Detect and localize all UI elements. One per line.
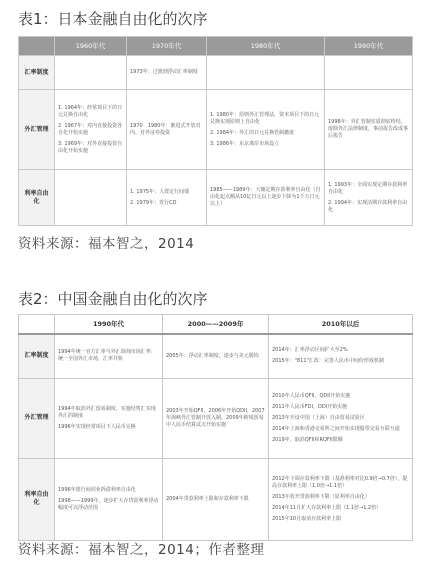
table2-cell-text: 2012年下调存款利率下限（基准利率对比0.9倍→0.7倍），提高存款利率上限（1.0倍→1.1倍） (272, 475, 408, 489)
table1-cell-text: 1998年：外汇管制实质彻底终结，废除外汇法律制度，事前报告改成事后报告 (328, 119, 409, 139)
table2-cell-text: 2014年11月扩大存款利率上限（1.1倍→1.2倍） (272, 504, 382, 511)
table2-cell (163, 334, 269, 378)
table2-cell-text: 1994年统一官方汇率与外汇调剂市场汇率：统一全国外汇市场，汇率并轨 (58, 349, 156, 363)
table1-header-1980s: 1980年代 (207, 37, 325, 56)
table1-cell (55, 56, 127, 90)
table2-cell-text: 2014年上海和香港交易所之间开始实现股票交易互联互通 (272, 425, 400, 432)
table2-cell-text: 2014年：汇率浮动区间扩大至2% (272, 347, 348, 354)
table2-cell-text: 2005年：浮动汇率制度，逐步与美元脱钩 (166, 352, 259, 359)
table1-row-label: 利率自由化 (19, 170, 55, 226)
table1-cell-text: 3. 1969年：对外直接投资自由化开始实施 (58, 140, 123, 154)
table1-cell (325, 170, 413, 226)
table2-cell (55, 378, 163, 458)
table1-cell (207, 90, 325, 170)
table2-header-corner (19, 315, 55, 335)
table2-header-2010s: 2010年以后 (269, 315, 413, 335)
table1-cell (207, 170, 325, 226)
table1-header-1990s: 1990年代 (325, 37, 413, 56)
table2-cell-text: 2004年贷款利率上限和存款利率下限 (166, 495, 249, 502)
table2-cell-text: 2011年人民币FDI，ODI开始实施 (272, 403, 348, 410)
table1-cell (127, 170, 207, 226)
table1-cell-text: 2. 1967年：对内直接投资各自化开始实施 (58, 122, 123, 136)
table1-cell-text: 1. 1993年：全面实现定期存款利率自由化 (328, 181, 408, 195)
table1-cell (127, 56, 207, 90)
table1-cell (55, 90, 127, 170)
table2 (18, 314, 413, 541)
table2-row (19, 378, 413, 458)
table2-cell-text: 2015年10月取消存款利率上限 (272, 515, 342, 522)
table1-cell-text: 1. 1964年：经常项目下的日元兑换自由化 (58, 104, 123, 118)
table1-cell-text: 2. 1979年：发行CD (130, 199, 177, 206)
table1-cell-text: 1973年：过渡到浮动汇率制度 (130, 69, 198, 75)
table1-row (19, 56, 413, 90)
table2-cell-text: 2010年人民币QFII，QDII开始实施 (272, 392, 351, 399)
table1-cell-text: 1. 1975年：人置定行间债 (130, 188, 190, 195)
table1-cell-text: 1. 1980年：原则外汇管理法，资本项目下的日元兑换实现原则上自由化 (210, 111, 320, 125)
table1-row-label: 外汇管理 (19, 90, 55, 170)
table2-row-label: 利率自由化 (19, 458, 55, 540)
table1-header-corner (19, 37, 55, 56)
table2-cell-text: 1998——1999年，逐步扩大存贷款利率浮动幅度可以浮动范围 (58, 497, 159, 511)
table1-cell (207, 56, 325, 90)
table2-cell-text: 2003年开始QFII，2006年开始QDII，2007年海峡外汇管制开放入制，2009年跨境贸易中人民币结算试点开始实施 (166, 407, 265, 428)
table1-cell-text: 3. 1986年：东京离岸市场设立 (210, 140, 280, 147)
table1-row-label: 汇率制度 (19, 56, 55, 90)
table1-cell (127, 90, 207, 170)
table2-cell (55, 334, 163, 378)
table2-cell-text: 1994年取消外汇留成制度，实施结售汇实现外汇的制度 (58, 405, 156, 419)
table1-cell (325, 90, 413, 170)
table2-cell-text: 1996年银行间同业拆借利率自由化 (58, 486, 136, 493)
table1-cell-text: 2. 1994年：实现活期存款利率自由化 (328, 199, 408, 213)
table2-cell (269, 458, 413, 540)
table2-cell (269, 378, 413, 458)
table1-cell-text: 2. 1984年：外汇的日元兑换管制撤废 (210, 129, 295, 136)
table2-header-row (19, 315, 413, 335)
table1-cell-text: 1985——1989年：大额定期存款利率自由化（自由化起点额从10亿日元以上逐步下降为1千万日元以上） (210, 187, 321, 207)
table1-source: 资料来源：福本智之，2014 (18, 236, 195, 252)
table2-cell (269, 334, 413, 378)
table2-source: 资料来源：福本智之，2014；作者整理 (18, 542, 265, 558)
table1-header-row (19, 37, 413, 56)
table2-cell (163, 378, 269, 458)
table1-row (19, 90, 413, 170)
table2-title: 表2：中国金融自由化的次序 (18, 290, 208, 308)
table1 (18, 36, 413, 226)
table2-header-2000s: 2000——2009年 (163, 315, 269, 335)
table2-cell-text: 1996年实现经常项目下人民币兑换 (58, 423, 136, 430)
table2-row-label: 汇率制度 (19, 334, 55, 378)
table2-row-label: 外汇管理 (19, 378, 55, 458)
table2-cell (163, 458, 269, 540)
table1-header-1960s: 1960年代 (55, 37, 127, 56)
table2-cell-text: 2013年放开贷款利率下限（原利率自由化） (272, 493, 370, 500)
table2-cell-text: 2015年："811"汇改：完善人民币中间价形成机制 (272, 358, 384, 365)
table1-cell (325, 56, 413, 90)
table2-cell-text: 2019年，取消QFII和RQFII限额 (272, 436, 343, 443)
table2-header-1990s: 1990年代 (55, 315, 163, 335)
table1-header-1970s: 1970年代 (127, 37, 207, 56)
table2-row (19, 458, 413, 540)
table1-title: 表1：日本金融自由化的次序 (18, 10, 208, 28)
table1-cell-text: 1970 1980年：渐进式开放对内、对外证券投资 (130, 122, 201, 136)
table2-row (19, 334, 413, 378)
table2-cell (55, 458, 163, 540)
table1-row (19, 170, 413, 226)
table2-cell-text: 2013年开设中国（上海）自由贸易试验区 (272, 414, 365, 421)
table1-cell (55, 170, 127, 226)
